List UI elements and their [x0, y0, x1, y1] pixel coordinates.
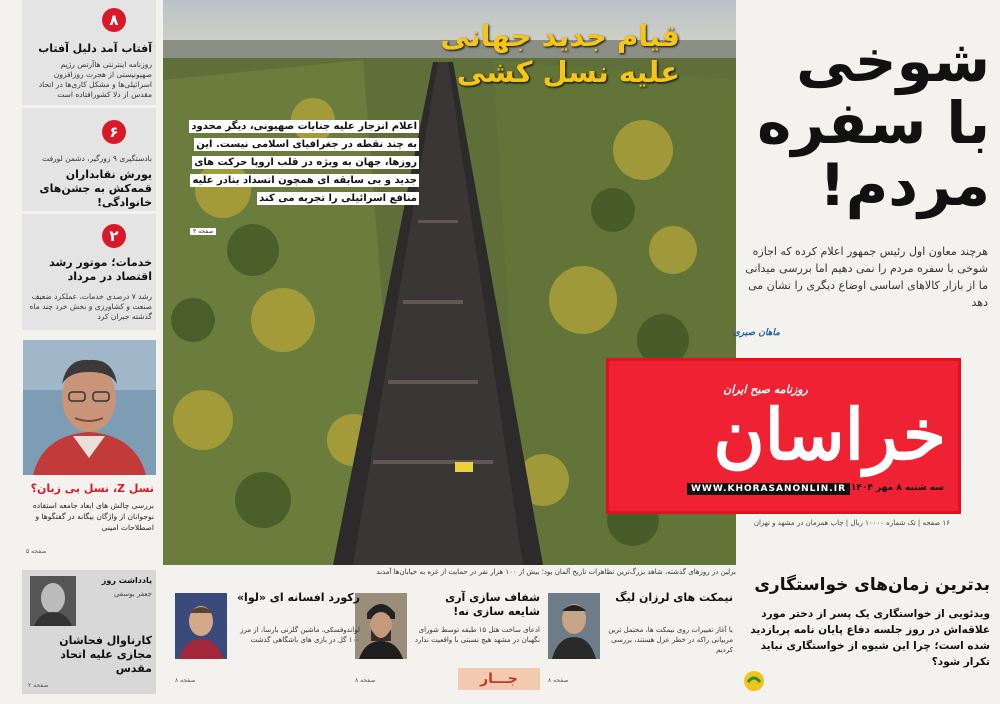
- bottom-story[interactable]: [175, 585, 360, 695]
- portrait-story-body: بررسی چالش های ابعاد جامعه استفاده نوجوانان از واژگان بیگانه در گفتگوها و اصطلاحات امینی: [32, 501, 154, 532]
- newspaper-logo: خراسان: [713, 393, 946, 476]
- page-number-badge: ۸: [102, 8, 126, 32]
- page-ref: صفحه ۸: [548, 677, 569, 684]
- sidebar-story-body: روزنامه اینترنتی هاآرتص رژیم صهیونیستی از هجرت روزافزون اسرائیلی‌ها و مشکل کاری‌ها در اتحاد مقدس از دلا کشورافتاده است: [38, 60, 152, 99]
- dateline: سه شنبه ۸ مهر ۱۴۰۴: [850, 483, 944, 493]
- story-title: رکورد افسانه ای «لوا»: [236, 591, 360, 604]
- sidebar-story[interactable]: [22, 0, 156, 105]
- jaar-section-label[interactable]: جـــار: [458, 668, 540, 690]
- bottom-right-body: ویدئویی از خواستگاری یک پسر از دختر مورد علاقه‌اش در روز جلسه دفاع پایان نامه پربازدید شده است؛ چرا این شیوه از خواستگاری نباید تکرار شود؟: [750, 608, 990, 668]
- story-body: ادعای ساخت هتل ۱۵ طبقه توسط شورای نگهبان در مشهد هیچ نسبتی با واقعیت ندارد: [414, 626, 540, 644]
- portrait-story-title: نسل Z، نسل بی زبان؟: [30, 482, 154, 495]
- sidebar-story-body: رشد ۷ درصدی خدمات، عملکرد ضعیف صنعت و کشاورزی و بخش خرد چند ماه گذشته جبران کرد: [29, 292, 152, 321]
- page-ref: صفحه ۸: [175, 677, 196, 684]
- story-body: با آغاز تغییرات روی نیمکت ها، محتمل ترین مربیانی راکه در خطر عزل هستند، بررسی کردیم: [608, 626, 733, 654]
- page-ref: صفحه ۸: [355, 677, 376, 684]
- story-photo: [175, 593, 227, 659]
- opinion-title: کارناوال فحاشان مجازی علیه اتحاد مقدس: [59, 634, 152, 675]
- author-photo: [30, 576, 76, 626]
- sidebar-story-title: آفتاب آمد دلیل آفتاب: [38, 42, 152, 55]
- sidebar-story[interactable]: [22, 108, 156, 211]
- story-photo: [548, 593, 600, 659]
- main-story-body: هرچند معاون اول رئیس جمهور اعلام کرده که اجازه شوخی با سفره مردم را نمی دهیم اما بررسی میدانی ما از بازار کالاهای اساسی اوضاع دیگری را نشان می دهد: [745, 245, 988, 309]
- photo-lede-text: اعلام انزجار علیه جنایات صهیونی، دیگر محدود به چند نقطه در جغرافیای اسلامی نیست. این روزها، جهان به ویژه در قلب اروپا حرکت های جدید و بی سابقه ای همچون انسداد بنادر علیه منافع اسرائیلی را تجربه می کند: [191, 121, 417, 204]
- photo-lede: [184, 118, 419, 208]
- masthead[interactable]: [606, 358, 961, 514]
- opinion-tag: یادداشت روز: [101, 576, 152, 585]
- columnist-photo: [23, 340, 156, 475]
- story-body: لواندوفسکی، ماشین گلزنی بارسا، از مرز ۱۰۰ گل در بازی های باشگاهی گذشت: [240, 626, 360, 644]
- sidebar-story-title: خدمات؛ موتور رشد اقتصاد در مرداد: [49, 256, 152, 283]
- sidebar-story-body: بادستگیری ۹ زورگیر، دشمن لورفت: [42, 154, 152, 163]
- page-ref: صفحه ۳: [190, 228, 216, 235]
- website-url[interactable]: WWW.KHORASANONLIN.IR: [687, 483, 850, 495]
- page-ref: صفحه ۲: [28, 682, 49, 689]
- opinion-box[interactable]: [22, 570, 156, 694]
- story-title: نیمکت های لرزان لیگ: [615, 591, 733, 604]
- issue-meta: ۱۶ صفحه | تک شماره ۱۰۰۰۰ ریال | چاپ همزمان در مشهد و تهران: [753, 519, 950, 527]
- story-photo: [355, 593, 407, 659]
- opinion-author: جعفر یوسفی: [113, 590, 152, 598]
- writer-signature: ماهان صبری: [732, 328, 780, 338]
- bottom-right-headline[interactable]: بدترین زمان‌های خواستگاری: [754, 575, 990, 595]
- sidebar-story[interactable]: [22, 214, 156, 330]
- section-logo-icon: [742, 670, 766, 692]
- page-number-badge: ۲: [102, 224, 126, 248]
- page-ref: صفحه ۵: [26, 548, 47, 555]
- sidebar-story-title: یورش نقابداران قمه‌کش به جشن‌های خانوادگی!: [39, 168, 152, 209]
- portrait-story[interactable]: [20, 478, 158, 558]
- bottom-story[interactable]: [548, 585, 733, 695]
- masthead-subtitle: روزنامه صبح ایران: [723, 383, 808, 396]
- photo-headline[interactable]: قیام جدید جهانی علیه نسل کشی: [440, 19, 680, 89]
- page-number-badge: ۶: [102, 120, 126, 144]
- photo-caption: برلین در روزهای گذشته، شاهد بزرگ‌ترین تظاهرات تاریخ آلمان بود؛ بیش از ۱۰۰ هزار نفر در حمایت از غزه به خیابان‌ها آمدند: [376, 568, 736, 576]
- story-title: شفاف سازی آری شایعه سازی نه!: [445, 591, 540, 618]
- main-headline[interactable]: شوخی با سفره مردم!: [757, 27, 990, 219]
